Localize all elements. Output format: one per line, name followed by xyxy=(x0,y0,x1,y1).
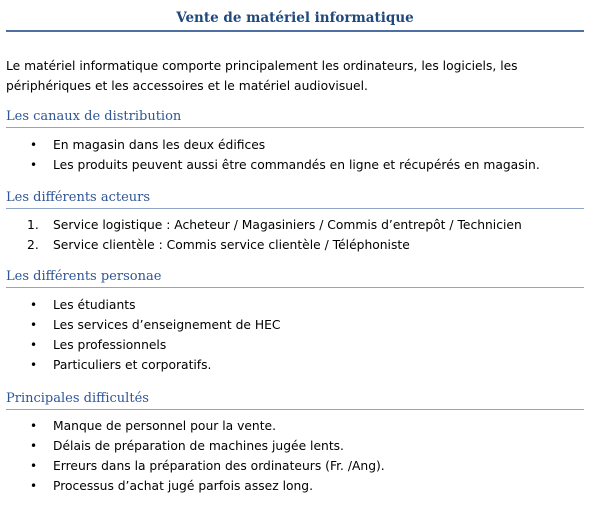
list-item xyxy=(30,355,580,375)
bullet-icon: • xyxy=(30,419,38,433)
list-item xyxy=(30,416,580,436)
bullet-icon: • xyxy=(30,298,38,312)
bullet-icon: • xyxy=(30,439,38,453)
section-heading-distribution: Les canaux de distribution xyxy=(6,108,584,128)
bullet-icon: • xyxy=(30,158,38,172)
list-item-text: Délais de préparation de machines jugée lents. xyxy=(53,439,344,453)
list-item-text: Manque de personnel pour la vente. xyxy=(53,419,277,433)
actors-list xyxy=(27,215,580,255)
list-item-text: Service logistique : Acheteur / Magasiniers / Commis d’entrepôt / Technicien xyxy=(53,218,522,232)
list-number: 1. xyxy=(27,218,39,232)
section-heading-difficulties: Principales difficultés xyxy=(6,390,584,410)
bullet-icon: • xyxy=(30,358,38,372)
list-item-text: En magasin dans les deux édifices xyxy=(53,138,266,152)
list-item-text: Service clientèle : Commis service clientèle / Téléphoniste xyxy=(53,238,410,252)
intro-paragraph: Le matériel informatique comporte principalement les ordinateurs, les logiciels, les périphériques et les accessoires et le matériel audiovisuel. xyxy=(6,59,518,93)
list-item xyxy=(27,235,580,255)
list-item-text: Les étudiants xyxy=(53,298,136,312)
list-item-text: Erreurs dans la préparation des ordinateurs (Fr. /Ang). xyxy=(53,459,385,473)
bullet-icon: • xyxy=(30,138,38,152)
list-number: 2. xyxy=(27,238,39,252)
list-item-text: Les services d’enseignement de HEC xyxy=(53,318,281,332)
list-item xyxy=(30,135,580,155)
list-item-text: Les produits peuvent aussi être commandés en ligne et récupérés en magasin. xyxy=(53,158,540,172)
list-item-text: Particuliers et corporatifs. xyxy=(53,358,212,372)
list-item xyxy=(30,315,580,335)
list-item xyxy=(30,295,580,315)
list-item-text: Processus d’achat jugé parfois assez long. xyxy=(53,479,314,493)
list-item xyxy=(30,155,580,175)
list-item xyxy=(30,335,580,355)
distribution-list xyxy=(30,135,580,175)
bullet-icon: • xyxy=(30,338,38,352)
bullet-icon: • xyxy=(30,479,38,493)
bullet-icon: • xyxy=(30,318,38,332)
bullet-icon: • xyxy=(30,459,38,473)
section-heading-personae: Les différents personae xyxy=(6,268,584,288)
section-heading-actors: Les différents acteurs xyxy=(6,189,584,209)
list-item xyxy=(30,436,580,456)
list-item xyxy=(30,456,580,476)
list-item xyxy=(30,476,580,496)
list-item-text: Les professionnels xyxy=(53,338,167,352)
difficulties-list xyxy=(30,416,580,496)
page-title: Vente de matériel informatique xyxy=(6,8,584,32)
list-item xyxy=(27,215,580,235)
personae-list xyxy=(30,295,580,375)
